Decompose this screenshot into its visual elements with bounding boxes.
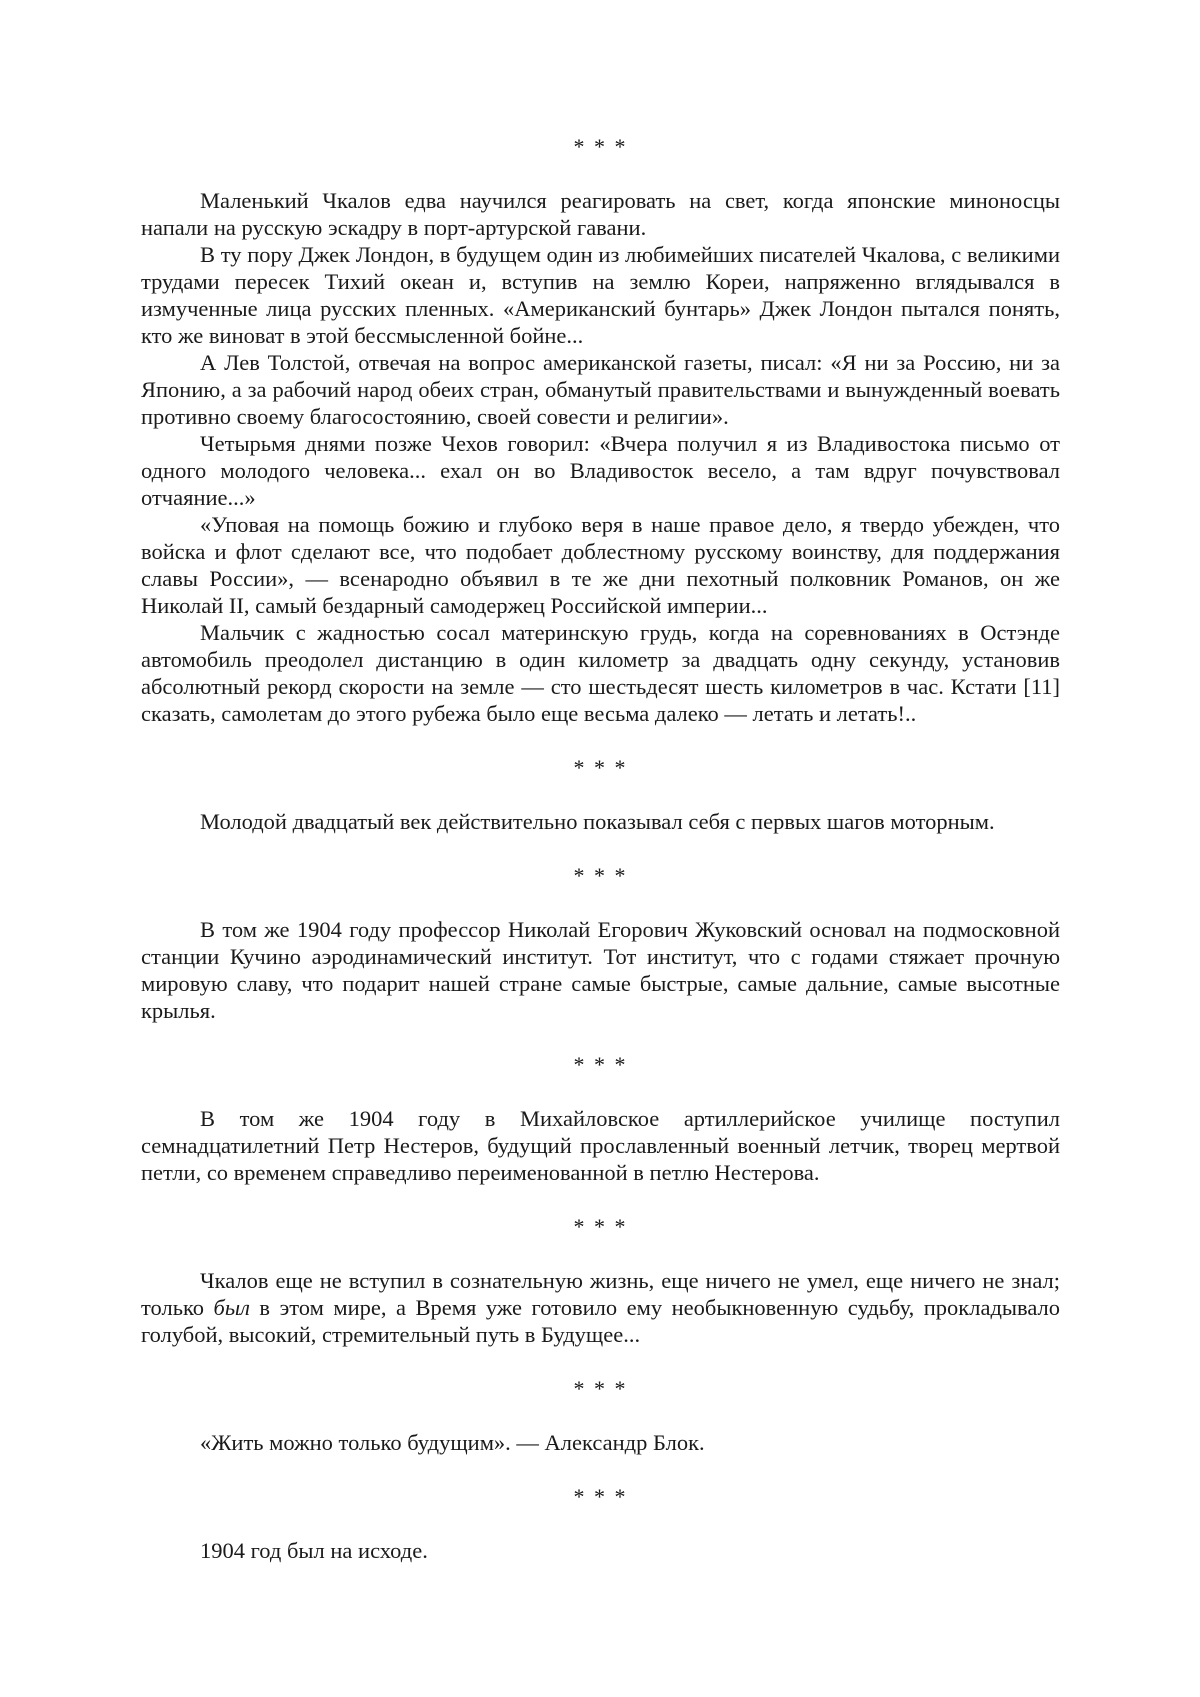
- spacer: [141, 1348, 1060, 1375]
- paragraph: В том же 1904 году в Михайловское артиллерийское училище поступил семнадцатилетний Петр Нестеров, будущий прославленный военный летчик, творец мертвой петли, со временем справедливо переименованной в петлю Нестерова.: [141, 1106, 1060, 1185]
- section-separator: * * *: [573, 1484, 628, 1509]
- paragraph: Маленький Чкалов едва научился реагировать на свет, когда японские миноносцы напали на русскую эскадру в порт-артурской гавани.: [141, 188, 1060, 240]
- section-2: [141, 808, 1060, 835]
- section-6: [141, 1429, 1060, 1456]
- paragraph: 1904 год был на исходе.: [200, 1538, 428, 1563]
- emphasis-text: был: [213, 1295, 250, 1320]
- section-separator: * * *: [573, 1052, 628, 1077]
- spacer: [141, 1078, 1060, 1105]
- section-3: [141, 916, 1060, 1024]
- paragraph-text: Чкалов еще не вступил в сознательную жизнь, еще ничего не умел, еще ничего не знал; только: [141, 1268, 1060, 1320]
- spacer: [141, 1402, 1060, 1429]
- section-separator: * * *: [573, 134, 628, 159]
- paragraph: [141, 1267, 1060, 1348]
- paragraph: Четырьмя днями позже Чехов говорил: «Вчера получил я из Владивостока письмо от одного молодого человека... ехал он во Владивосток весело, а там вдруг почувствовал отчаяние...»: [141, 431, 1060, 510]
- paragraph: В том же 1904 году профессор Николай Егорович Жуковский основал на подмосковной станции Кучино аэродинамический институт. Тот институт, что с годами стяжает прочную мировую славу, что подарит нашей стране самые быстрые, самые дальние, самые высотные крылья.: [141, 917, 1060, 1023]
- paragraph: А Лев Толстой, отвечая на вопрос американской газеты, писал: «Я ни за Россию, ни за Японию, а за рабочий народ обеих стран, обманутый правительствами и вынужденный воевать противно своему благосостоянию, своей совести и религии».: [141, 350, 1060, 429]
- spacer: [141, 781, 1060, 808]
- quote-paragraph: «Жить можно только будущим». — Александр Блок.: [200, 1430, 705, 1455]
- paragraph: «Уповая на помощь божию и глубоко веря в наше правое дело, я твердо убежден, что войска и флот сделают все, что подобает доблестному русскому воинству, для поддержания славы России», — всенародно объявил в те же дни пехотный полковник Романов, он же Николай II, самый бездарный самодержец Российской империи...: [141, 512, 1060, 618]
- section-7: [141, 1537, 1060, 1564]
- spacer: [141, 889, 1060, 916]
- paragraph: Молодой двадцатый век действительно показывал себя с первых шагов моторным.: [200, 809, 995, 834]
- section-separator: * * *: [573, 755, 628, 780]
- section-5: [141, 1267, 1060, 1348]
- section-separator: * * *: [573, 1376, 628, 1401]
- spacer: [141, 727, 1060, 754]
- spacer: [141, 1186, 1060, 1213]
- paragraph-text: в этом мире, а Время уже готовило ему необыкновенную судьбу, прокладывало голубой, высокий, стремительный путь в Будущее...: [141, 1295, 1061, 1347]
- section-separator: * * *: [573, 863, 628, 888]
- spacer: [141, 1024, 1060, 1051]
- document-page: [141, 133, 1060, 1564]
- spacer: [141, 1456, 1060, 1483]
- paragraph: В ту пору Джек Лондон, в будущем один из любимейших писателей Чкалова, с великими трудами пересек Тихий океан и, вступив на землю Кореи, напряженно вглядывался в измученные лица русских пленных. «Американский бунтарь» Джек Лондон пытался понять, кто же виноват в этой бессмысленной бойне...: [141, 242, 1060, 348]
- section-4: [141, 1105, 1060, 1186]
- spacer: [141, 1240, 1060, 1267]
- section-separator: * * *: [573, 1214, 628, 1239]
- paragraph: Мальчик с жадностью сосал материнскую грудь, когда на соревнованиях в Остэнде автомобиль преодолел дистанцию в один километр за двадцать одну секунду, установив абсолютный рекорд скорости на земле — сто шестьдесят шесть километров в час. Кстати [11] сказать, самолетам до этого рубежа было еще весьма далеко — летать и летать!..: [141, 620, 1060, 726]
- spacer: [141, 160, 1060, 187]
- spacer: [141, 835, 1060, 862]
- spacer: [141, 1510, 1060, 1537]
- section-1: [141, 187, 1060, 727]
